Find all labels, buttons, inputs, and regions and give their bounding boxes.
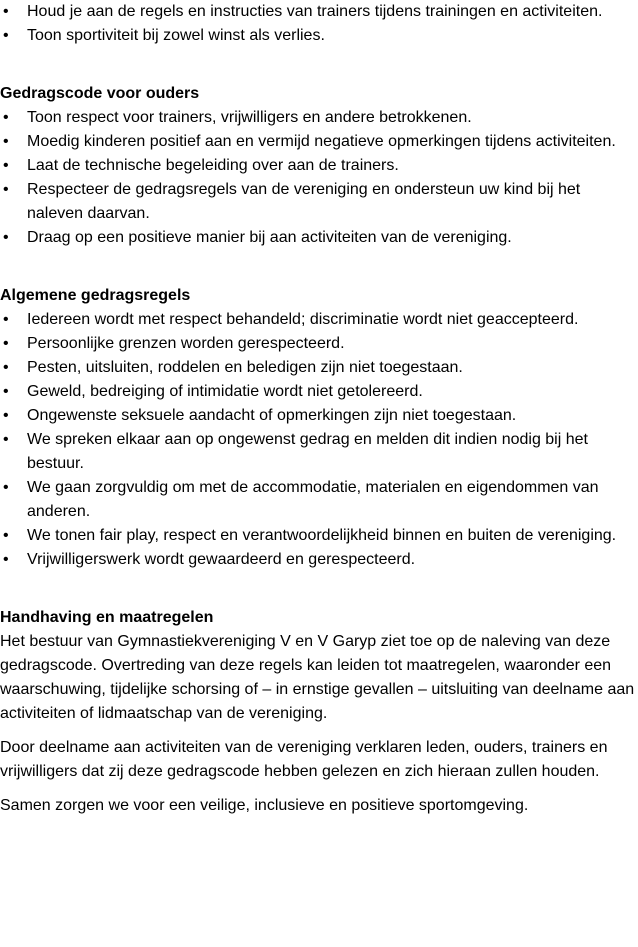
list-item: • Ongewenste seksuele aandacht of opmerkingen zijn niet toegestaan. xyxy=(0,404,638,428)
list-item: • Iedereen wordt met respect behandeld; discriminatie wordt niet geaccepteerd. xyxy=(0,308,638,332)
intro-list xyxy=(0,0,638,48)
list-item: • We spreken elkaar aan op ongewenst gedrag en melden dit indien nodig bij het bestuur. xyxy=(0,428,638,476)
list-item: • Houd je aan de regels en instructies van trainers tijdens trainingen en activiteiten. xyxy=(0,0,638,24)
list-item: • Moedig kinderen positief aan en vermijd negatieve opmerkingen tijdens activiteiten. xyxy=(0,130,638,154)
list-item: • Vrijwilligerswerk wordt gewaardeerd en gerespecteerd. xyxy=(0,548,638,572)
list-item: • Persoonlijke grenzen worden gerespecteerd. xyxy=(0,332,638,356)
list-item: • Respecteer de gedragsregels van de vereniging en ondersteun uw kind bij het naleven daarvan. xyxy=(0,178,638,226)
parents-list xyxy=(0,106,638,250)
list-item: • Draag op een positieve manier bij aan activiteiten van de vereniging. xyxy=(0,226,638,250)
list-item: • We tonen fair play, respect en verantwoordelijkheid binnen en buiten de vereniging. xyxy=(0,524,638,548)
list-item: • Pesten, uitsluiten, roddelen en beledigen zijn niet toegestaan. xyxy=(0,356,638,380)
section-heading: Handhaving en maatregelen xyxy=(0,609,214,626)
list-item: • Geweld, bedreiging of intimidatie wordt niet getolereerd. xyxy=(0,380,638,404)
enforcement-section xyxy=(0,606,638,818)
list-item: • Laat de technische begeleiding over aan de trainers. xyxy=(0,154,638,178)
paragraph: Samen zorgen we voor een veilige, inclusieve en positieve sportomgeving. xyxy=(0,797,529,814)
section-heading: Gedragscode voor ouders xyxy=(0,85,200,102)
list-item: • Toon respect voor trainers, vrijwilligers en andere betrokkenen. xyxy=(0,106,638,130)
parents-section xyxy=(0,82,638,250)
general-rules-list xyxy=(0,308,638,572)
list-item: • Toon sportiviteit bij zowel winst als verlies. xyxy=(0,24,638,48)
general-rules-section xyxy=(0,284,638,572)
paragraph: Door deelname aan activiteiten van de vereniging verklaren leden, ouders, trainers en vrijwilligers dat zij deze gedragscode hebben gelezen en zich hieraan zullen houden. xyxy=(0,739,608,780)
paragraph: Het bestuur van Gymnastiekvereniging V en V Garyp ziet toe op de naleving van deze gedragscode. Overtreding van deze regels kan leiden tot maatregelen, waaronder een waarschuwing, tijdelijke schorsing of – in ernstige gevallen – uitsluiting van deelname aan activiteiten of lidmaatschap van de vereniging. xyxy=(0,633,635,722)
list-item: • We gaan zorgvuldig om met de accommodatie, materialen en eigendommen van anderen. xyxy=(0,476,638,524)
section-heading: Algemene gedragsregels xyxy=(0,287,191,304)
